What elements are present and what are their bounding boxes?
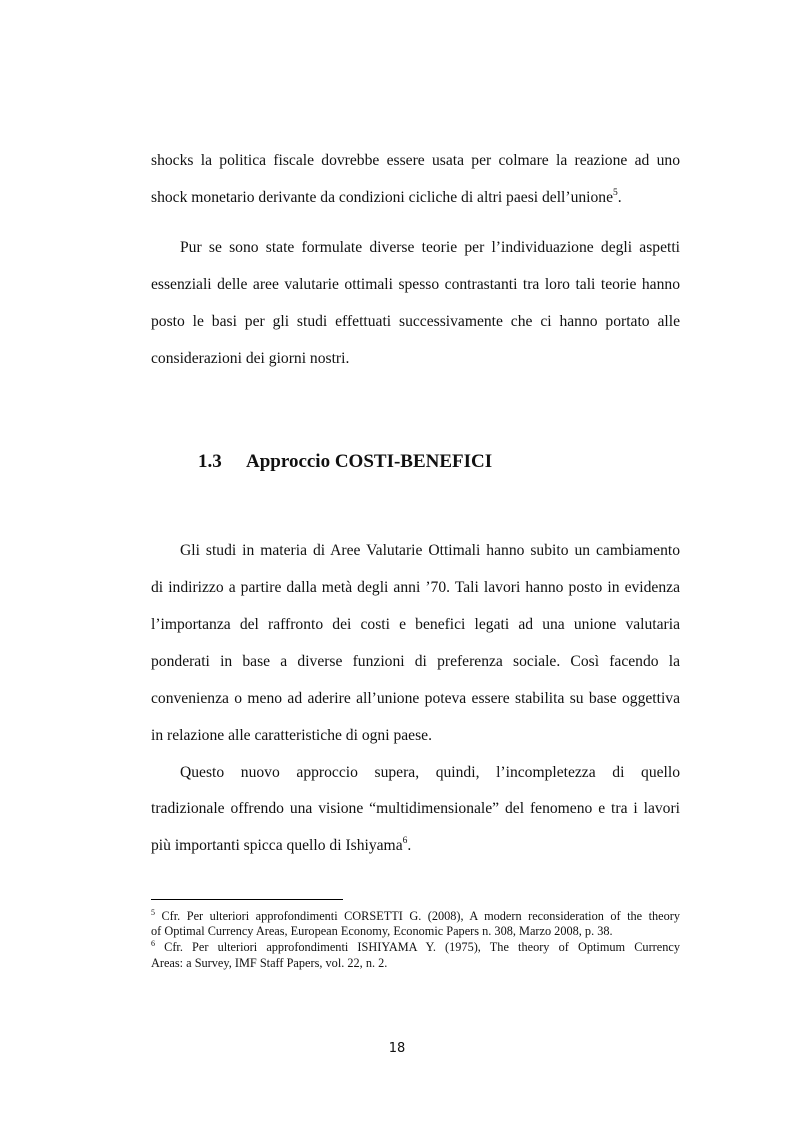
text: Cfr. Per ulteriori approfondimenti CORSETTI G. (2008), A modern reconsideration of the theory xyxy=(155,909,680,923)
footnote-line xyxy=(151,956,680,971)
text: di indirizzo a partire dalla metà degli anni ’70. Tali lavori hanno posto in evidenza xyxy=(151,579,680,596)
body-line xyxy=(151,275,680,295)
text: convenienza o meno ad aderire all’unione poteva essere stabilita su base oggettiva xyxy=(151,690,680,707)
footnote-line xyxy=(151,924,680,939)
text: Areas: a Survey, IMF Staff Papers, vol. 22, n. 2. xyxy=(151,956,388,970)
body-line xyxy=(151,652,680,672)
footnote-ref-6[interactable]: 6 xyxy=(402,836,408,846)
text: in relazione alle caratteristiche di ogni paese. xyxy=(151,727,432,744)
footnote-ref-5[interactable]: 5 xyxy=(613,188,618,198)
text: l’importanza del raffronto dei costi e benefici legati ad una unione valutaria xyxy=(151,616,680,633)
body-line xyxy=(151,151,680,171)
text: . xyxy=(617,189,622,206)
text: essenziali delle aree valutarie ottimali spesso contrastanti tra loro tali teorie hanno xyxy=(151,276,680,293)
section-heading xyxy=(198,450,492,474)
text: posto le basi per gli studi effettuati successivamente che ci hanno portato alle xyxy=(151,313,680,330)
section-title: Approccio COSTI-BENEFICI xyxy=(246,451,493,472)
text: Gli studi in materia di Aree Valutarie Ottimali hanno subito un cambiamento xyxy=(180,542,680,559)
text: . xyxy=(407,837,412,854)
text: Pur se sono state formulate diverse teorie per l’individuazione degli aspetti xyxy=(180,239,680,256)
body-line xyxy=(151,578,680,598)
body-line xyxy=(151,188,680,208)
text: Questo nuovo approccio supera, quindi, l’incompletezza di quello xyxy=(180,764,680,781)
footnote-mark-5: 5 xyxy=(151,908,155,917)
body-line xyxy=(151,726,680,746)
section-number: 1.3 xyxy=(198,451,222,472)
text: considerazioni dei giorni nostri. xyxy=(151,350,350,367)
text: of Optimal Currency Areas, European Economy, Economic Papers n. 308, Marzo 2008, p. 38. xyxy=(151,924,613,938)
body-line xyxy=(180,238,680,258)
footnote-line xyxy=(151,940,680,955)
text: ponderati in base a diverse funzioni di preferenza sociale. Così facendo la xyxy=(151,653,680,670)
page-number: 18 xyxy=(388,1041,406,1056)
footnote-mark-6: 6 xyxy=(151,939,155,948)
body-line xyxy=(151,836,680,856)
body-line xyxy=(151,312,680,332)
text: tradizionale offrendo una visione “multidimensionale” del fenomeno e tra i lavori xyxy=(151,800,680,817)
footnote-separator xyxy=(151,899,343,900)
footnote-line xyxy=(151,909,680,924)
body-line xyxy=(180,541,680,561)
text: shock monetario derivante da condizioni cicliche di altri paesi dell’unione xyxy=(151,189,614,206)
text: più importanti spicca quello di Ishiyama xyxy=(151,837,403,854)
body-line xyxy=(151,799,680,819)
text: shocks la politica fiscale dovrebbe essere usata per colmare la reazione ad uno xyxy=(151,152,680,169)
body-line xyxy=(180,763,680,783)
body-line xyxy=(151,689,680,709)
body-line xyxy=(151,615,680,635)
body-line xyxy=(151,349,680,369)
text: Cfr. Per ulteriori approfondimenti ISHIYAMA Y. (1975), The theory of Optimum Currency xyxy=(155,940,680,954)
